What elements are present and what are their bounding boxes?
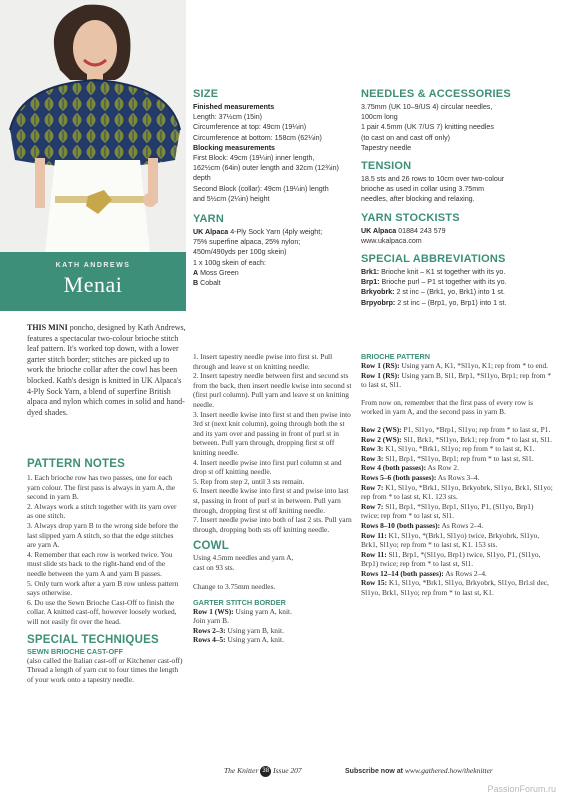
steps-column (193, 352, 355, 645)
cowl-intro (193, 553, 355, 591)
technique-text (27, 656, 184, 685)
pattern-row (361, 454, 553, 464)
brioche-note: From now on, remember that the first pass of every row is worked in yarn A, and the second pass in yarn B. (361, 397, 533, 417)
row-text: As Rows 3–4. (436, 472, 480, 482)
special-techniques-heading: SPECIAL TECHNIQUES (27, 633, 159, 646)
pattern-note: 2. Always work a stitch together with its yarn over as one stitch. (27, 501, 177, 521)
stockists-block (361, 226, 556, 246)
stockists-heading: YARN STOCKISTS (361, 211, 460, 224)
row-text: Using yarn A, K1, *Sl1yo, K1; rep from * to end. (399, 361, 549, 370)
row-label: Row 2 (WS): (361, 434, 402, 444)
cast-off-step: 3. Insert needle kwise into first st and then pwise into 3rd st (next knit column), going through both the st and its yarn over and passing in front of purl st in between. Pull yarn through, dropping first st off knitting needle. (193, 409, 351, 457)
size-line: depth (193, 174, 211, 183)
pattern-row (193, 607, 355, 617)
row-label: Row 3: (361, 444, 384, 454)
yarn-line: 450m/490yds per 100g skein) (193, 248, 287, 257)
size-line: Circumference at bottom: 158cm (62¼in) (193, 133, 322, 142)
pattern-note: 1. Each brioche row has two passes, one for each yarn colour. The first pass is always in yarn A, the second in yarn B. (27, 473, 176, 502)
row-text: K1, Sl1yo, *Brk1, Sl1yo; rep from * to last st, K1. (383, 444, 535, 454)
model-photo (0, 0, 186, 252)
cast-off-step: 6. Insert needle kwise into first st and pwise into last st, passing in front of purl st in between. Pull yarn through, dropping first st off knitting needle. (193, 486, 349, 515)
pattern-row (361, 550, 553, 569)
yarn-brand: UK Alpaca (193, 228, 229, 237)
pattern-row (361, 569, 553, 579)
row-text: As Row 2. (426, 463, 459, 473)
needles-line: 3.75mm (UK 10–9/US 4) circular needles, (361, 103, 493, 111)
yarn-colour (193, 278, 355, 288)
yarn-line: 75% superfine alpaca, 25% nylon; (193, 238, 301, 247)
blocking-label: Blocking measurements (193, 143, 276, 152)
spacer (193, 572, 355, 582)
subscribe-text: Subscribe now at (345, 768, 403, 775)
row-text: Using yarn B, Sl1, Brp1, *Sl1yo, Brp1; rep from * to last st, Sl1. (361, 370, 552, 390)
row-label: Row 15: (361, 578, 388, 588)
cowl-line: cast on 93 sts. (193, 562, 235, 572)
pattern-row (361, 473, 553, 483)
pattern-note: 6. Do use the Sewn Brioche Cast-Off to finish the collar. A knitted cast-off, however loosely worked, will not easily fit over the head. (27, 597, 177, 626)
brioche-rows-a (361, 361, 553, 390)
tension-heading: TENSION (361, 160, 412, 173)
specs-column-left (193, 88, 355, 288)
magazine-name: The Knitter (224, 766, 259, 776)
row-text: Using yarn A, knit. (233, 606, 292, 616)
needles-heading: NEEDLES & ACCESSORIES (361, 88, 511, 100)
issue-number: Issue 207 (273, 766, 302, 776)
size-heading: SIZE (193, 88, 219, 100)
needles-line: 100cm long (361, 113, 398, 122)
cast-off-step: 1. Insert tapestry needle pwise into first st. Pull through and leave st on knitting needle. (193, 352, 333, 371)
technique-line: Thread a length of yarn cut to four times the length of your work onto a tapestry needle. (27, 665, 179, 684)
cowl-heading: COWL (193, 540, 229, 553)
garter-border-subheading: GARTER STITCH BORDER (193, 597, 286, 607)
stockist-url[interactable]: www.ukalpaca.com (361, 236, 422, 245)
row-text: Sl1, Brp1, *Sl1yo, Brp1; rep from * to last st, Sl1. (383, 453, 534, 463)
article-header (0, 252, 186, 311)
size-line: 162½cm (64in) outer length and 32cm (12¾in) (193, 164, 339, 173)
pattern-row (361, 483, 553, 502)
row-label: Row 2 (WS): (361, 424, 402, 434)
row-label: Rows 8–10 (both passes): (361, 520, 441, 530)
cowl-line: Change to 3.75mm needles. (193, 582, 276, 592)
pattern-row (361, 435, 553, 445)
footer-magazine (224, 766, 302, 777)
size-line: Second Block (collar): 49cm (19¼in) length (193, 184, 329, 193)
size-block (193, 102, 355, 204)
brioche-column (361, 352, 553, 598)
row-label: Row 3: (361, 453, 384, 463)
tension-block (361, 174, 556, 205)
row-label: Row 11: (361, 549, 387, 559)
pattern-row (361, 425, 553, 435)
row-text: Using yarn B, knit. (225, 625, 284, 635)
pattern-note: 5. Only turn work after a yarn B row unless pattern says otherwise. (27, 578, 179, 598)
pattern-row (361, 444, 553, 454)
abbreviation-item (361, 267, 556, 277)
stockist-phone: 01884 243 579 (396, 226, 446, 235)
yarn-line: 1 x 100g skein of each: (193, 258, 266, 267)
row-text: As Rows 2–4. (443, 568, 487, 578)
abbr-def: 2 st inc – (Brp1, yo, Brp1) into 1 st. (395, 298, 507, 307)
row-label: Row 1 (RS): (361, 361, 400, 370)
row-text: K1, Sl1yo, *Brk1, Sl1yo, Brkyobrk, Sl1yo, Brk1, Sl1yo; rep from * to last st, K1. 123 sts. (361, 482, 553, 502)
specs-column-right (361, 88, 556, 308)
brioche-rows-b (361, 425, 553, 598)
yarn-block (193, 227, 355, 288)
designer-byline: KATH ANDREWS (55, 262, 131, 269)
row-text: As Rows 2–4. (440, 520, 484, 530)
yarn-colour (193, 268, 355, 278)
footer-subscribe (345, 766, 493, 775)
abbr-term: Brp1: (361, 278, 380, 287)
row-label: Rows 4–5: (193, 635, 226, 645)
pattern-row (361, 502, 553, 521)
size-line: and 5½cm (2¼in) height (193, 194, 270, 203)
abbr-def: 2 st inc – (Brk1, yo, Brk1) into 1 st. (394, 288, 505, 297)
pattern-row (361, 521, 553, 531)
abbr-def: Brioche knit – K1 st together with its yo. (379, 268, 506, 277)
row-label: Row 1 (RS): (361, 370, 400, 380)
cast-off-steps (193, 352, 355, 534)
abbr-term: Brk1: (361, 268, 380, 277)
sewn-cast-off-subheading: SEWN BRIOCHE CAST-OFF (27, 646, 124, 656)
row-label: Row 4 (both passes): (361, 463, 427, 473)
pattern-row (193, 626, 355, 636)
needles-line: 1 pair 4.5mm (UK 7/US 7) knitting needles (361, 123, 494, 132)
pattern-notes-list (27, 473, 184, 627)
colour-key: A (193, 268, 199, 277)
row-label: Row 11: (361, 530, 387, 540)
cast-off-step: 7. Insert needle pwise into both of last 2 sts. Pull yarn through, dropping both sts off knitting needle. (193, 515, 352, 534)
needles-line: (to cast on and cast off only) (361, 133, 450, 142)
row-text: Sl1, Brk1, *Sl1yo, Brk1; rep from * to last st, Sl1. (401, 434, 552, 444)
intro-text: poncho, designed by Kath Andrews, features a spectacular two-colour brioche stitch leaf pattern. It's worked top down, with a lower garter stitch border; stitches are picked up to work the brioche collar after the cowl has been blocked. Kath's design is knitted in UK Alpaca's 4-Ply Sock Yarn, a blend of superfine British alpaca and nylon which comes in solid and hand-dyed shades. (27, 323, 186, 417)
row-text: P1, Sl1yo, *Brp1, Sl1yo; rep from * to last st, P1. (401, 424, 551, 434)
abbreviations-heading: SPECIAL ABBREVIATIONS (361, 253, 506, 266)
pattern-row (361, 361, 553, 371)
row-label: Row 7: (361, 501, 384, 511)
colour-name: Moss Green (198, 268, 239, 277)
tension-line: needles, after blocking and relaxing. (361, 195, 475, 204)
finished-label: Finished measurements (193, 103, 275, 111)
row-text: Using yarn A, knit. (225, 635, 284, 645)
model-illustration (0, 0, 186, 252)
page-number: 38 (260, 766, 271, 777)
row-text: K1, Sl1yo, *(Brk1, Sl1yo) twice, Brkyobrk, Sl1yo, Brk1, Sl1yo; rep from * to last st, K1. 153 sts. (361, 530, 540, 550)
abbreviation-item (361, 298, 556, 308)
colour-key: B (193, 279, 199, 288)
row-label: Rows 12–14 (both passes): (361, 568, 444, 578)
row-text: Join yarn B. (193, 616, 229, 626)
row-text: K1, Sl1yo, *Brk1, Sl1yo, Brkyobrk, Sl1yo, Brl.sl dec, Sl1yo, Brk1, Sl1yo; rep from * to last st, K1. (361, 578, 549, 598)
row-label: Rows 5–6 (both passes): (361, 472, 437, 482)
needles-block (361, 102, 556, 153)
watermark: PassionForum.ru (487, 784, 556, 794)
tension-line: brioche as used in collar using 3.75mm (361, 185, 485, 194)
tension-line: 18.5 sts and 26 rows to 10cm over two-colour (361, 175, 505, 184)
cast-off-step: 5. Rep from step 2, until 3 sts remain. (193, 476, 305, 486)
pattern-notes-heading: PATTERN NOTES (27, 458, 126, 470)
technique-line: (also called the Italian cast-off or Kitchener cast-off) (27, 655, 183, 665)
row-label: Row 7: (361, 482, 384, 492)
row-label: Row 1 (WS): (193, 606, 234, 616)
abbr-term: Brpyobrp: (361, 298, 396, 307)
subscribe-link[interactable]: www.gathered.how/theknitter (404, 766, 493, 775)
cast-off-step: 4. Insert needle pwise into first purl column st and drop st off knitting needle. (193, 457, 342, 477)
intro-lead: THIS MINI (27, 323, 68, 332)
row-text: Sl1, Brp1, *(Sl1yo, Brp1) twice, Sl1yo, P1, (Sl1yo, Brp1) twice; rep from * to last st, Sl1. (361, 549, 541, 569)
size-line: Length: 37½cm (15in) (193, 113, 263, 122)
yarn-line: 4-Ply Sock Yarn (4ply weight; (228, 228, 323, 237)
row-label: Rows 2–3: (193, 625, 226, 635)
intro-paragraph (27, 323, 186, 418)
abbr-term: Brkyobrk: (361, 288, 395, 297)
cast-off-step: 2. Insert tapestry needle between first and second sts from the back, then insert needle kwise into second st (first purl column). Pull yarn and leave st on knitting needle. (193, 371, 352, 409)
abbreviation-item (361, 277, 556, 287)
notes-column (27, 458, 184, 684)
pattern-row (361, 578, 553, 597)
row-text: Sl1, Brp1, *Sl1yo, Brp1, Sl1yo, P1, (Sl1yo, Brp1) twice; rep from * to last st, Sl1. (361, 501, 534, 521)
pattern-note: 4. Remember that each row is worked twice. You must slide sts back to the right-hand end of the needle between the yarn A and yarn B passes. (27, 549, 173, 578)
size-line: First Block: 49cm (19¼in) inner length, (193, 154, 315, 163)
cowl-line: Using 4.5mm needles and yarn A, (193, 553, 294, 563)
pattern-row (193, 616, 355, 626)
garter-rows (193, 607, 355, 645)
pattern-row (193, 635, 355, 645)
abbr-def: Brioche purl – P1 st together with its yo. (379, 278, 507, 287)
stockist-name: UK Alpaca (361, 226, 397, 235)
yarn-heading: YARN (193, 213, 224, 226)
pattern-row (361, 463, 553, 473)
pattern-row (361, 371, 553, 390)
pattern-row (361, 531, 553, 550)
colour-name: Cobalt (198, 279, 221, 288)
abbreviations-block (361, 267, 556, 308)
brioche-subheading: BRIOCHE PATTERN (361, 352, 431, 361)
abbreviation-item (361, 287, 556, 297)
needles-line: Tapestry needle (361, 143, 412, 152)
size-line: Circumference at top: 49cm (19¼in) (193, 123, 307, 132)
pattern-title: Menai (63, 272, 123, 297)
pattern-note: 3. Always drop yarn B to the wrong side before the last slipped yarn A stitch, so that the edge stitches are yarn A. (27, 520, 179, 550)
